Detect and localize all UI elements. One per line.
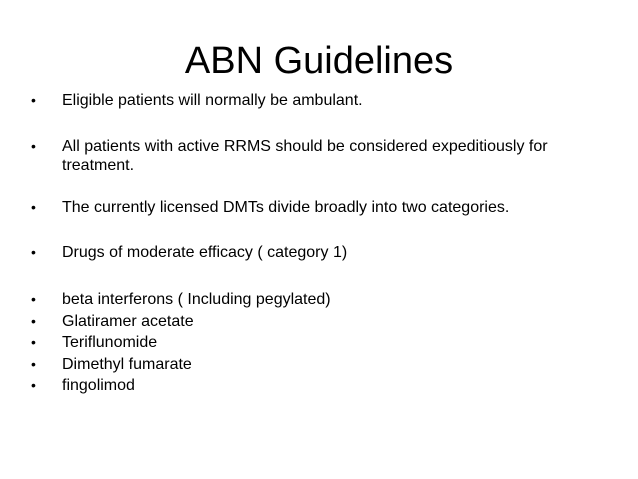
bullet-icon: • (31, 199, 36, 215)
bullet-icon: • (31, 356, 36, 372)
slide-title: ABN Guidelines (184, 40, 454, 82)
bullet-item-teriflunomide (31, 333, 601, 352)
bullet-item-eligible (31, 91, 601, 110)
bullet-item-glatiramer (31, 312, 601, 331)
bullet-item-beta-interferons (31, 290, 601, 309)
bullet-text: fingolimod (62, 377, 135, 394)
bullet-item-fingolimod (31, 376, 601, 395)
bullet-icon: • (31, 313, 36, 329)
bullet-text: Dimethyl fumarate (62, 356, 192, 373)
bullet-icon: • (31, 138, 36, 154)
bullet-text: Eligible patients will normally be ambulant. (62, 92, 363, 109)
bullet-text: Teriflunomide (62, 334, 158, 351)
bullet-item-dimethyl-fumarate (31, 355, 601, 374)
bullet-icon: • (31, 244, 36, 260)
bullet-icon: • (31, 92, 36, 108)
bullet-item-category-1 (31, 243, 601, 262)
bullet-text: The currently licensed DMTs divide broadly into two categories. (62, 199, 510, 216)
bullet-text: beta interferons ( Including pegylated) (62, 291, 331, 308)
bullet-icon: • (31, 377, 36, 393)
bullet-text: Drugs of moderate efficacy ( category 1) (62, 244, 348, 261)
bullet-icon: • (31, 291, 36, 307)
bullet-icon: • (31, 334, 36, 350)
bullet-item-rrms (31, 137, 601, 175)
bullet-item-dmts (31, 198, 601, 217)
bullet-text: All patients with active RRMS should be considered expeditiously for treatment. (62, 138, 548, 174)
bullet-text: Glatiramer acetate (62, 313, 194, 330)
